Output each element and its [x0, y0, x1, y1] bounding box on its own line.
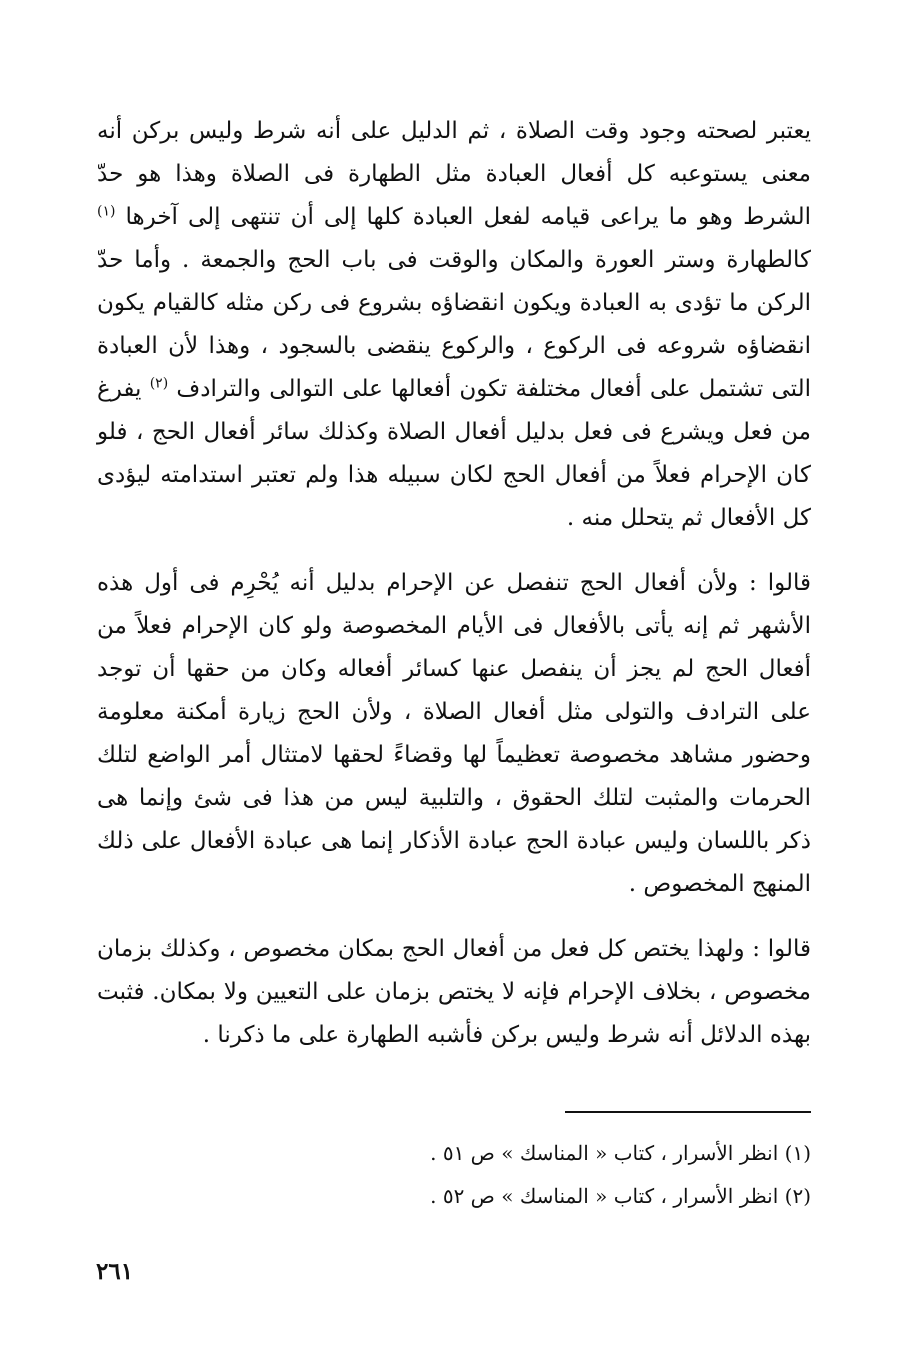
paragraph-3: قالوا : ولهذا يختص كل فعل من أفعال الحج بمكان مخصوص ، وكذلك بزمان مخصوص ، بخلاف الإحرام فإنه لا يختص بزمان على التعيين ولا بمكان. فثبت بهذه الدلائل أنه شرط وليس بركن فأشبه الطهارة على ما ذكرنا .: [97, 936, 811, 1048]
paragraph-1: [97, 110, 811, 540]
footnote-2: (٢) انظر الأسرار ، كتاب « المناسك » ص ٥٢ .: [430, 1184, 811, 1208]
main-text: [97, 110, 811, 1057]
footnote-reference-2: (٢): [149, 375, 169, 392]
paragraph-1-part-3: يفرغ من فعل ويشرع فى فعل بدليل أفعال الصلاة وكذلك سائر أفعال الحج ، فلو كان الإحرام فعلاً من أفعال الحج لكان سبيله هذا ولم تعتبر استدامته ليؤدى كل الأفعال ثم يتحلل منه .: [97, 376, 811, 531]
paragraph-2: قالوا : ولأن أفعال الحج تنفصل عن الإحرام بدليل أنه يُحْرِم فى أول هذه الأشهر ثم إنه يأتى بالأفعال فى الأيام المخصوصة ولو كان الإحرام فعلاً من أفعال الحج لم يجز أن ينفصل عنها كسائر أفعاله وكان من حقها أن توجد على الترادف والتولى مثل أفعال الصلاة ، ولأن الحج زيارة أمكنة معلومة وحضور مشاهد مخصوصة تعظيماً لها وقضاءً لحقها لامتثال أمر الواضع لتلك الحرمات والمثبت لتلك الحقوق ، والتلبية ليس من هذا فى شئ وإنما هى ذكر باللسان وليس عبادة الحج عبادة الأذكار إنما هى عبادة الأفعال على ذلك المنهج المخصوص .: [97, 570, 811, 897]
footnotes: [97, 1132, 811, 1218]
page-number: ٢٦١: [96, 1258, 134, 1285]
footnote-reference-1: (١): [97, 203, 116, 220]
footnote-1: (١) انظر الأسرار ، كتاب « المناسك » ص ٥١ .: [430, 1141, 811, 1165]
footnote-separator: [565, 1111, 811, 1113]
paragraph-1-part-1: يعتبر لصحته وجود وقت الصلاة ، ثم الدليل على أنه شرط وليس بركن أنه معنى يستوعبه كل أفعال العبادة مثل الطهارة فى الصلاة وهذا هو حدّ الشرط وهو ما يراعى قيامه لفعل العبادة كلها إلى أن تنتهى إلى آخرها: [97, 118, 811, 230]
paragraph-1-part-2: كالطهارة وستر العورة والمكان والوقت فى باب الحج والجمعة . وأما حدّ الركن ما تؤدى به العبادة ويكون انقضاؤه بشروع فى ركن مثله كالقيام يكون انقضاؤه شروعه فى الركوع ، والركوع ينقضى بالسجود ، وهذا لأن العبادة التى تشتمل على أفعال مختلفة تكون أفعالها على التوالى والترادف: [97, 247, 811, 402]
